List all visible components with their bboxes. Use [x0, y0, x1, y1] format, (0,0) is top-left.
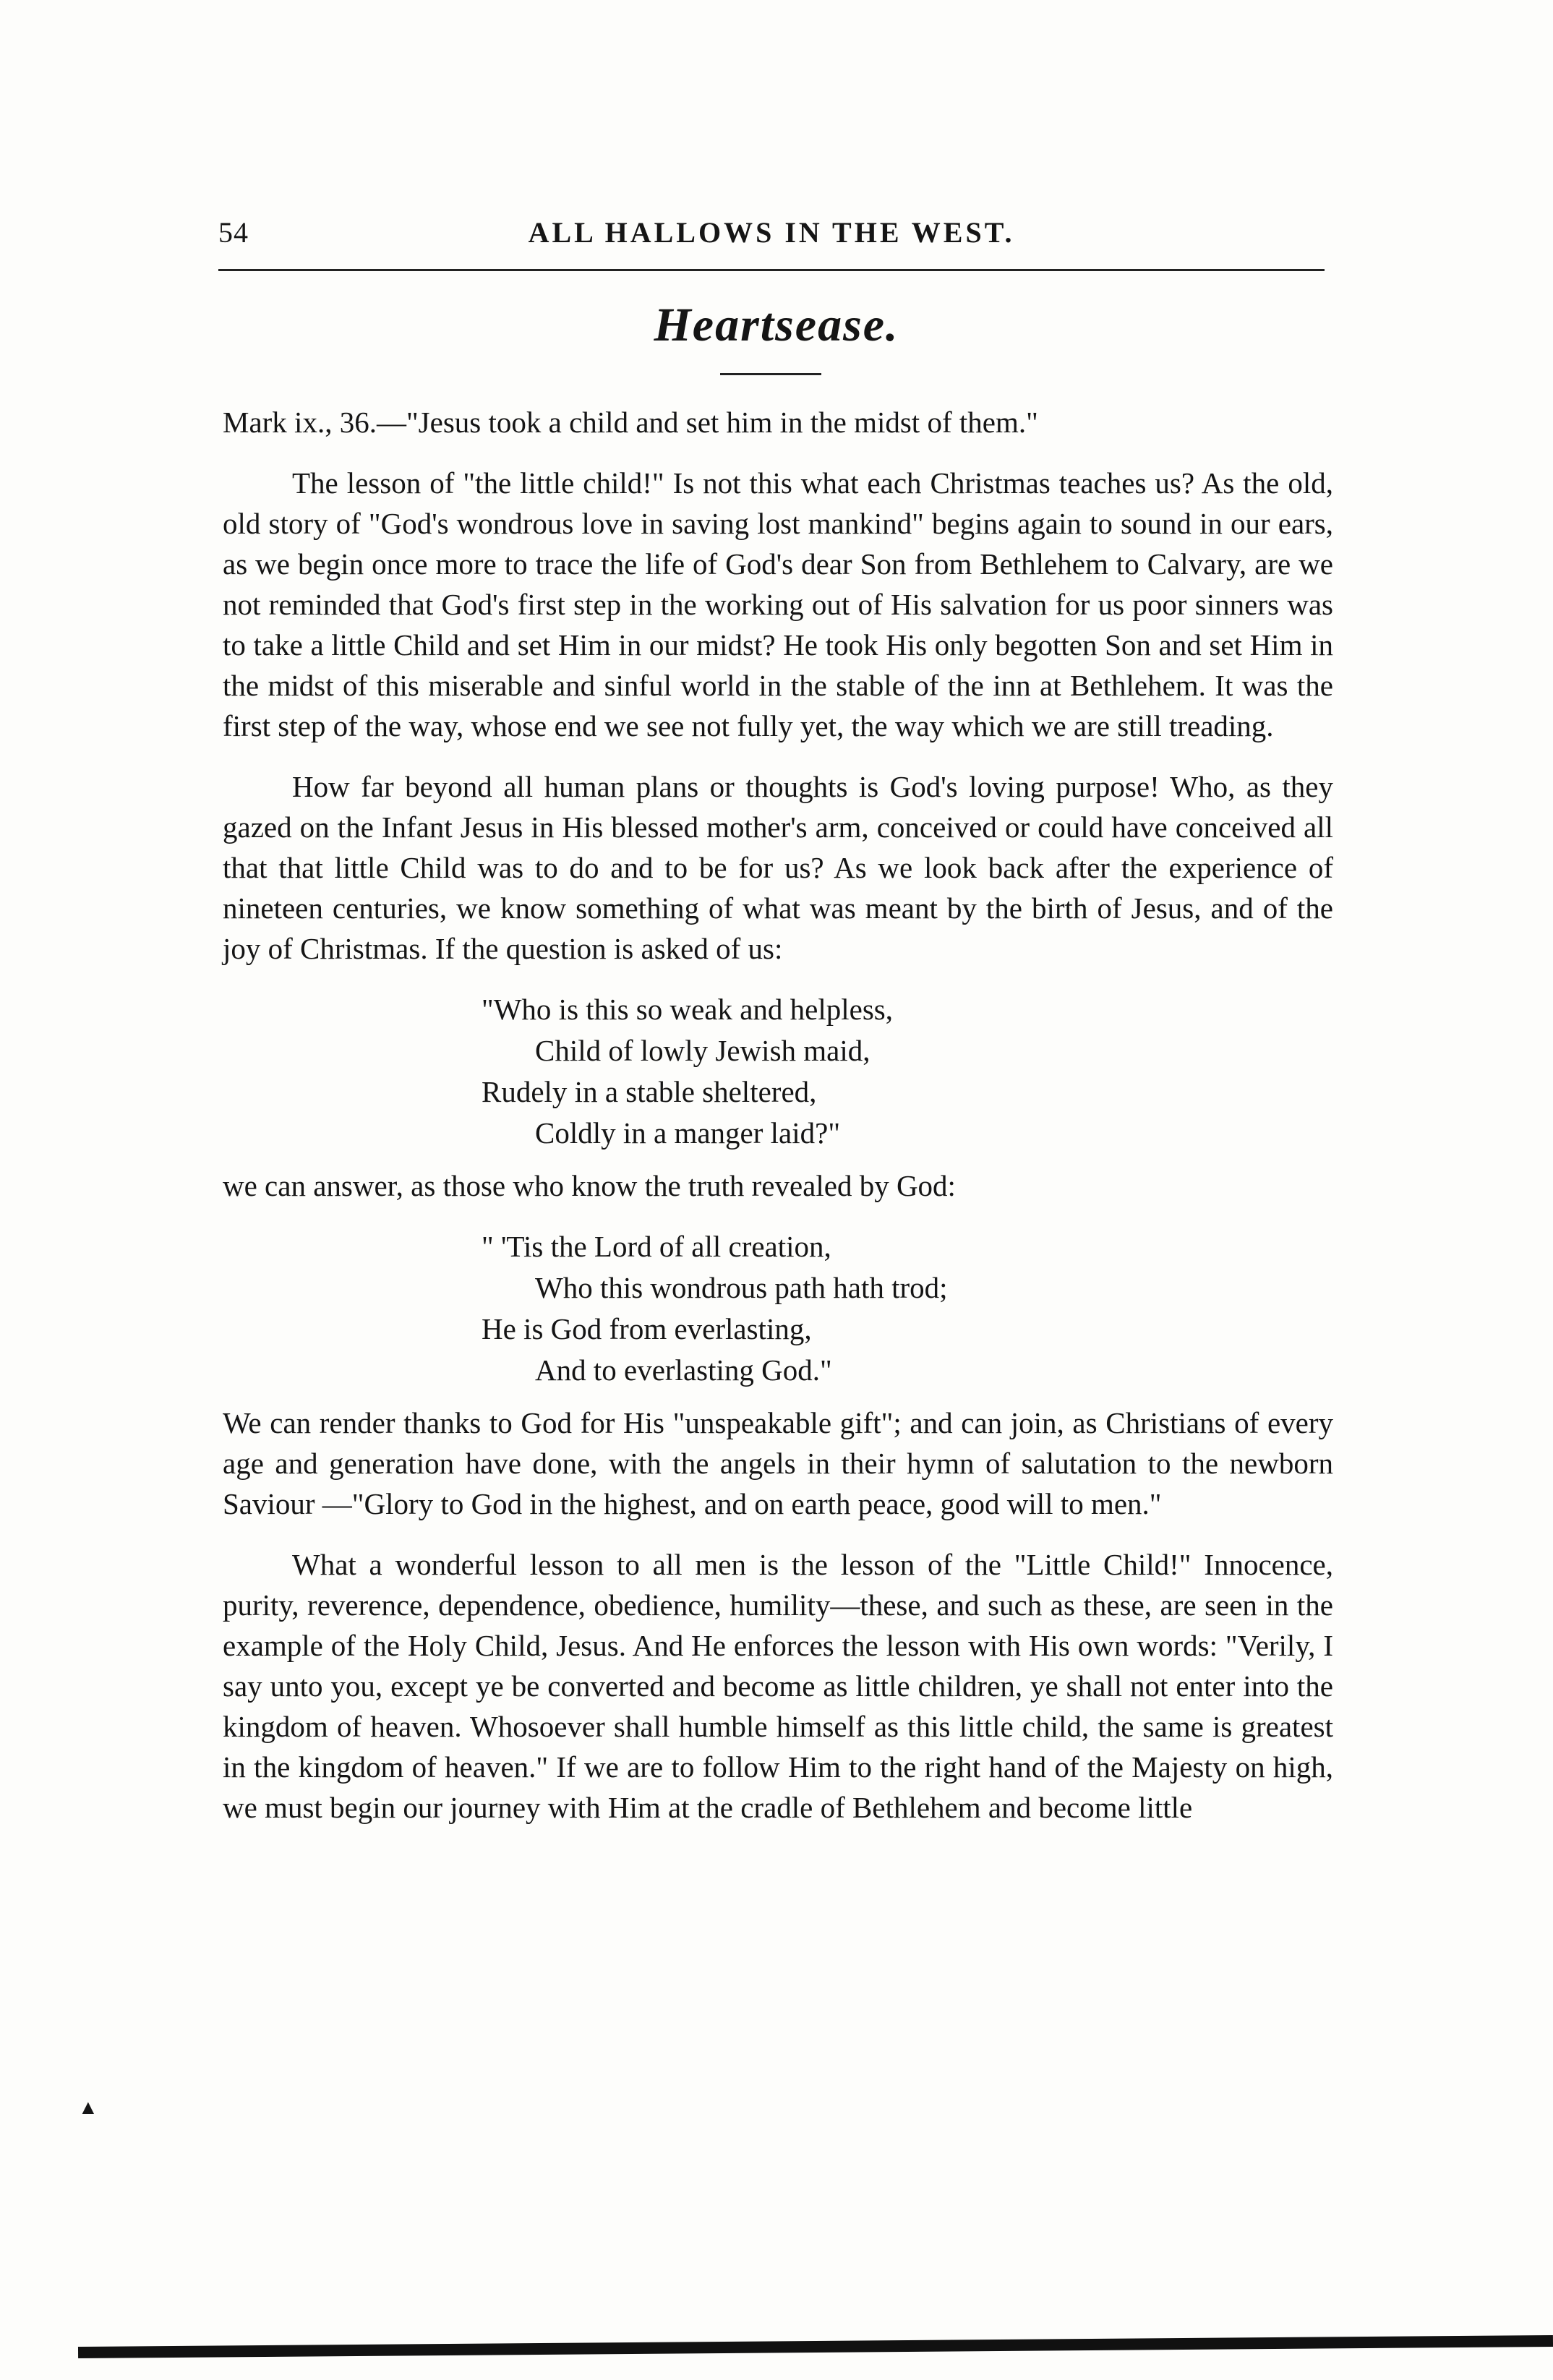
header-rule — [218, 269, 1325, 271]
article-body — [223, 402, 1333, 1848]
article-title: Heartsease. — [654, 299, 899, 351]
verse-line: "Who is this so weak and helpless, — [482, 993, 894, 1026]
running-title: ALL HALLOWS IN THE WEST. — [528, 216, 1015, 249]
verse-line: " 'Tis the Lord of all creation, — [482, 1230, 831, 1263]
verse-line: Child of lowly Jewish maid, — [535, 1034, 870, 1067]
verse-line: And to everlasting God." — [535, 1353, 832, 1387]
paragraph-2: How far beyond all human plans or thoughts is God's loving purpose! Who, as they gazed on the Infant Jesus in His blessed mother's arm, conceived or could have conceived all that that little Child was to do and to be for us? As we look back after the experience of nineteen centuries, we know something of what was meant by the birth of Jesus, and of the joy of Christmas. If the question is asked of us: — [223, 770, 1333, 965]
verse-stanza-2 — [482, 1226, 1333, 1391]
verse-stanza-1 — [482, 989, 1333, 1154]
bottom-scan-rule — [78, 2335, 1553, 2358]
epigraph: Mark ix., 36.—"Jesus took a child and set him in the midst of them." — [223, 406, 1038, 439]
paragraph-3: we can answer, as those who know the truth revealed by God: — [223, 1169, 956, 1202]
paragraph-4: We can render thanks to God for His "unspeakable gift"; and can join, as Christians of every age and generation have done, with the angels in their hymn of salutation to the newborn Saviour —"Glory to God in the highest, and on earth peace, good will to men." — [223, 1406, 1333, 1520]
verse-line: He is God from everlasting, — [482, 1312, 812, 1345]
page-number: 54 — [218, 216, 249, 249]
paragraph-1: The lesson of "the little child!" Is not this what each Christmas teaches us? As the old, old story of "God's wondrous love in saving lost mankind" begins again to sound in our ears, as we begin once more to trace the life of God's dear Son from Bethlehem to Calvary, are we not reminded that God's first step in the working out of His salvation for us poor sinners was to take a little Child and set Him in our midst? He took His only begotten Son and set Him in the midst of this miserable and sinful world in the stable of the inn at Bethlehem. It was the first step of the way, whose end we see not fully yet, the way which we are still treading. — [223, 466, 1333, 742]
verse-line: Coldly in a manger laid?" — [535, 1116, 841, 1150]
paragraph-5: What a wonderful lesson to all men is the lesson of the "Little Child!" Innocence, purity, reverence, dependence, obedience, humility—these, and such as these, are seen in the example of the Holy Child, Jesus. And He enforces the lesson with His own words: "Verily, I say unto you, except ye be converted and become as little children, ye shall not enter into the kingdom of heaven. Whosoever shall humble himself as this little child, the same is greatest in the kingdom of heaven." If we are to follow Him to the right hand of the Majesty on high, we must begin our journey with Him at the cradle of Bethlehem and become little — [223, 1548, 1333, 1824]
verse-line: Who this wondrous path hath trod; — [535, 1271, 948, 1304]
margin-mark-icon: ▲ — [78, 2097, 98, 2119]
verse-line: Rudely in a stable sheltered, — [482, 1075, 817, 1108]
title-rule — [720, 373, 821, 375]
